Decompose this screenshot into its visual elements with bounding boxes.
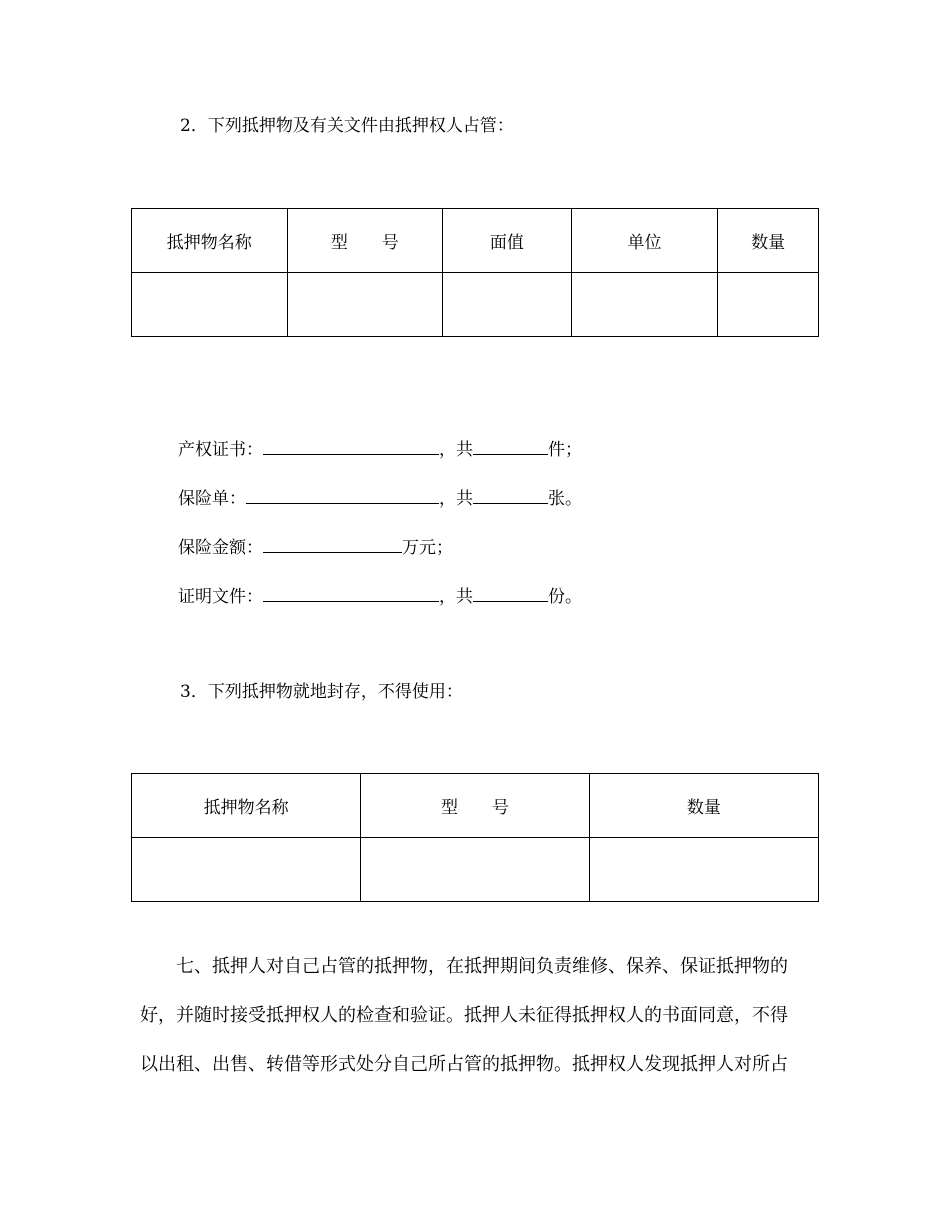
blank-line[interactable]: [263, 438, 439, 455]
field-mid: ，共: [439, 440, 473, 460]
header-cell-name: 抵押物名称: [132, 209, 288, 273]
table-cell[interactable]: [132, 273, 288, 337]
header-cell-model: 型 号: [287, 209, 443, 273]
field-insurance-amount: [178, 536, 453, 559]
field-label: 产权证书：: [178, 440, 263, 460]
table-cell[interactable]: [361, 838, 589, 902]
field-end: 份。: [548, 587, 582, 607]
paragraph-line: 好，并随时接受抵押权人的检查和验证。抵押人未征得抵押权人的书面同意，不得: [140, 1005, 788, 1026]
table-cell[interactable]: [443, 273, 572, 337]
collateral-table-2: [131, 773, 819, 902]
header-cell-face-value: 面值: [443, 209, 572, 273]
blank-line[interactable]: [473, 438, 548, 455]
table-row: [132, 273, 819, 337]
field-property-certificate: [178, 438, 582, 461]
field-label: 保险金额：: [178, 538, 263, 558]
header-cell-unit: 单位: [571, 209, 718, 273]
table-header-row: [132, 209, 819, 273]
table-cell[interactable]: [589, 838, 818, 902]
paragraph-line: 以出租、出售、转借等形式处分自己所占管的抵押物。抵押权人发现抵押人对所占: [140, 1054, 788, 1075]
table-cell[interactable]: [571, 273, 718, 337]
field-supporting-documents: [178, 585, 582, 608]
blank-line[interactable]: [473, 487, 548, 504]
header-cell-model: 型 号: [361, 774, 589, 838]
field-label: 保险单：: [178, 489, 246, 509]
paragraph-line: 七、抵押人对自己占管的抵押物，在抵押期间负责维修、保养、保证抵押物的: [176, 956, 788, 977]
field-insurance-policy: [178, 487, 582, 510]
blank-line[interactable]: [263, 536, 402, 553]
blank-line[interactable]: [473, 585, 548, 602]
field-end: 张。: [548, 489, 582, 509]
table-row: [132, 838, 819, 902]
clause-7-paragraph: [140, 942, 812, 1089]
table-cell[interactable]: [132, 838, 361, 902]
field-end: 万元；: [402, 538, 453, 558]
header-cell-quantity: 数量: [589, 774, 818, 838]
table-header-row: [132, 774, 819, 838]
collateral-table-1: [131, 208, 819, 337]
blank-line[interactable]: [263, 585, 439, 602]
table-cell[interactable]: [718, 273, 819, 337]
header-cell-quantity: 数量: [718, 209, 819, 273]
header-cell-name: 抵押物名称: [132, 774, 361, 838]
table-cell[interactable]: [287, 273, 443, 337]
field-end: 件；: [548, 440, 582, 460]
blank-line[interactable]: [246, 487, 439, 504]
field-mid: ，共: [439, 489, 473, 509]
field-mid: ，共: [439, 587, 473, 607]
section-3-heading: 3．下列抵押物就地封存，不得使用：: [180, 682, 463, 702]
field-label: 证明文件：: [178, 587, 263, 607]
section-2-heading: 2．下列抵押物及有关文件由抵押权人占管：: [180, 116, 514, 136]
